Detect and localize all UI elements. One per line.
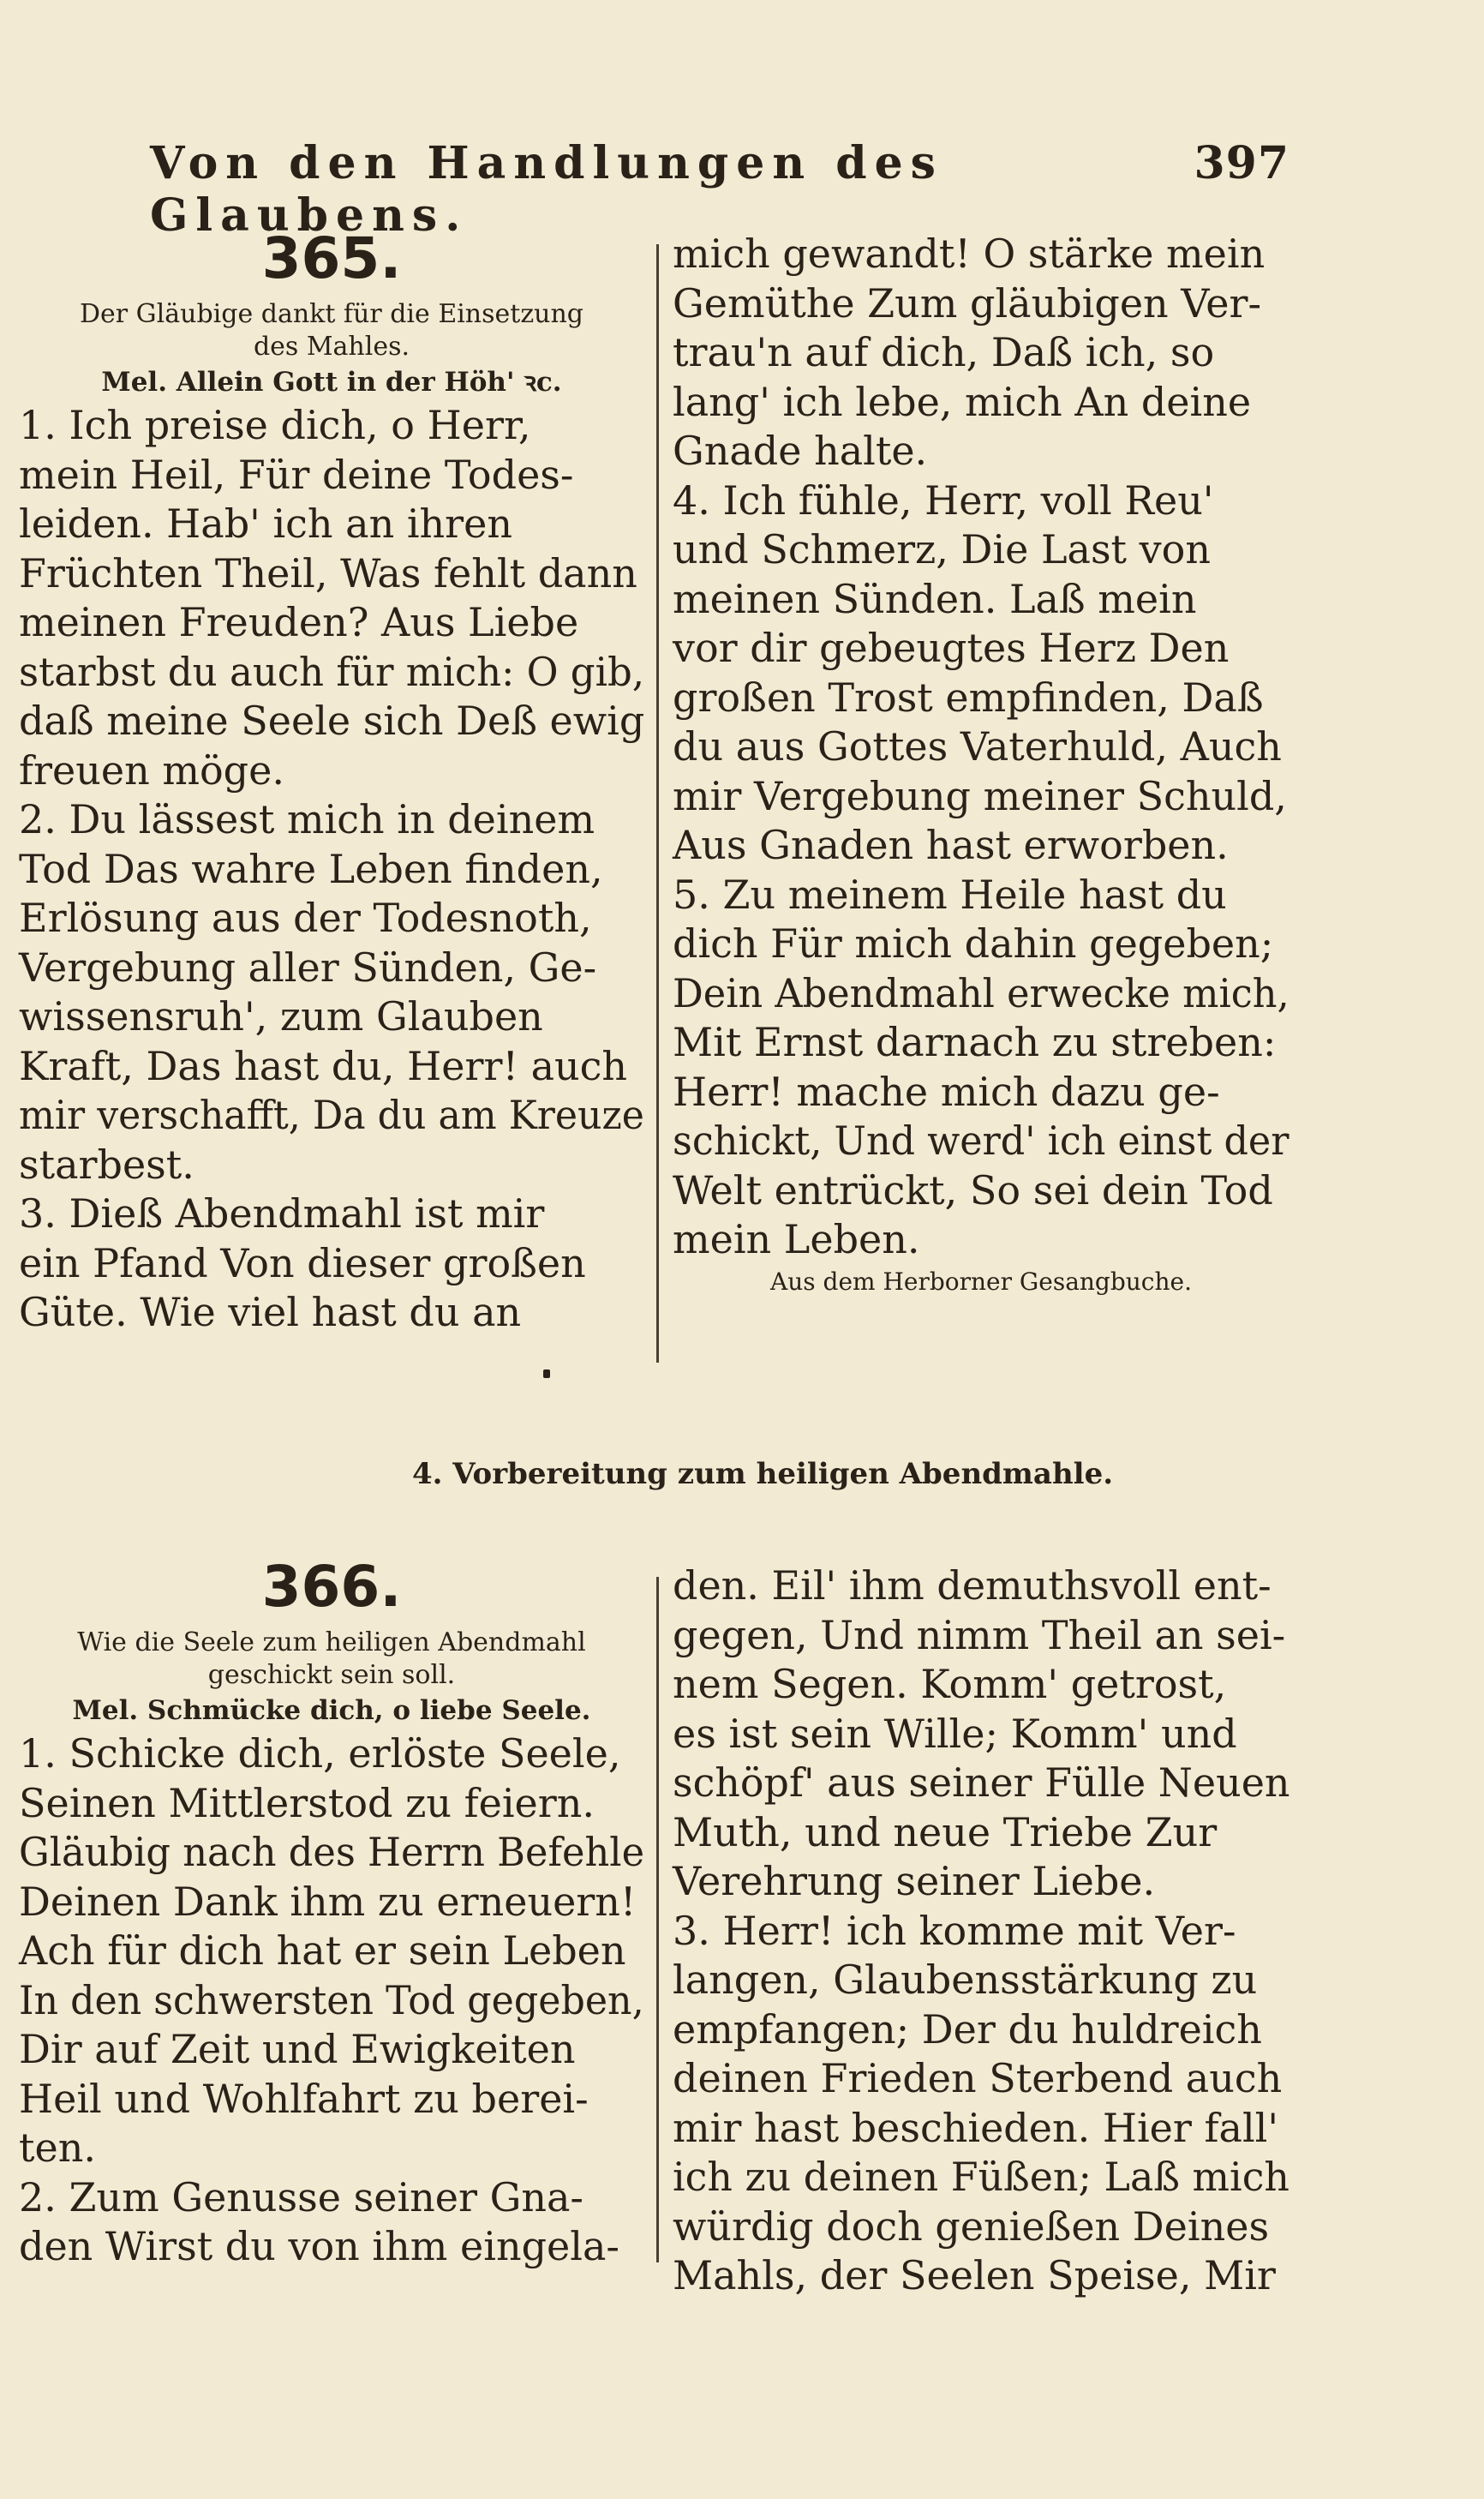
- hymn-number: 366.: [261, 1554, 402, 1620]
- verse-line: mir verschafft, Da du am Kreuze: [19, 1092, 644, 1138]
- verse-line: Mit Ernst darnach zu streben:: [673, 1019, 1277, 1065]
- verse-line: mir hast beschieden. Hier fall': [673, 2104, 1279, 2151]
- hymn-title-line: Der Gläubige dankt für die Einsetzung: [80, 299, 583, 329]
- verse-line: schickt, Und werd' ich einst der: [673, 1118, 1290, 1164]
- verse-line: lang' ich lebe, mich An deine: [673, 378, 1252, 425]
- verse-line: trau'n auf dich, Daß ich, so: [673, 329, 1215, 375]
- verse-lines: [19, 1729, 644, 2272]
- verse-line: gegen, Und nimm Theil an sei-: [673, 1611, 1286, 1658]
- verse-line: empfangen; Der du huldreich: [673, 2005, 1262, 2053]
- verse-line: daß meine Seele sich Deß ewig: [19, 698, 645, 744]
- verse-line: Herr! mache mich dazu ge-: [673, 1068, 1220, 1115]
- verse-line: deinen Frieden Sterbend auch: [673, 2055, 1283, 2101]
- verse-line: Gläubig nach des Herrn Befehle: [19, 1829, 645, 1875]
- verse-line: Dein Abendmahl erwecke mich,: [673, 969, 1290, 1016]
- source-note: Aus dem Herborner Gesangbuche.: [770, 1267, 1192, 1296]
- verse-line: Muth, und neue Triebe Zur: [673, 1808, 1218, 1855]
- hymn-365-left-column: [19, 225, 644, 1338]
- verse-line: Welt entrückt, So sei dein Tod: [673, 1166, 1273, 1214]
- verse-line: langen, Glaubensstärkung zu: [673, 1957, 1258, 2003]
- verse-line: 2. Du lässest mich in deinem: [19, 796, 595, 842]
- verse-line: großen Trost empfinden, Daß: [673, 674, 1264, 721]
- verse-line: Früchten Theil, Was fehlt dann: [19, 549, 637, 596]
- verse-line: 1. Schicke dich, erlöste Seele,: [19, 1730, 621, 1777]
- verse-line: Deinen Dank ihm zu erneuern!: [19, 1878, 637, 1925]
- verse-line: Dir auf Zeit und Ewigkeiten: [19, 2026, 576, 2072]
- verse-line: Kraft, Das hast du, Herr! auch: [19, 1042, 628, 1089]
- verse-line: mein Leben.: [673, 1216, 920, 1262]
- verse-line: Gnade halte.: [673, 428, 928, 474]
- verse-line: 3. Dieß Abendmahl ist mir: [19, 1190, 545, 1237]
- verse-line: mir Vergebung meiner Schuld,: [673, 772, 1287, 819]
- hymn-title-line: des Mahles.: [253, 332, 410, 362]
- verse-line: den. Eil' ihm demuthsvoll ent-: [673, 1562, 1272, 1609]
- verse-line: Verehrung seiner Liebe.: [673, 1858, 1156, 1904]
- verse-line: Heil und Wohlfahrt zu berei-: [19, 2075, 589, 2122]
- verse-line: In den schwersten Tod gegeben,: [19, 1976, 644, 2023]
- verse-line: Gemüthe Zum gläubigen Ver-: [673, 279, 1262, 327]
- verse-line: dich Für mich dahin gegeben;: [673, 920, 1274, 967]
- page-number: 397: [1194, 137, 1290, 189]
- running-title: Von den Handlungen des Glaubens.: [150, 137, 943, 242]
- verse-line: du aus Gottes Vaterhuld, Auch: [673, 723, 1282, 770]
- melody-line: Mel. Allein Gott in der Höh' ꝛc.: [101, 367, 562, 398]
- verse-line: Mahls, der Seelen Speise, Mir: [673, 2252, 1276, 2298]
- verse-line: mein Heil, Für deine Todes-: [19, 451, 574, 498]
- verse-line: 1. Ich preise dich, o Herr,: [19, 402, 531, 448]
- verse-lines: [673, 1561, 1290, 2301]
- verse-lines: [673, 230, 1290, 1265]
- column-divider: [656, 244, 659, 1363]
- hymn-title-line: geschickt sein soll.: [207, 1660, 456, 1690]
- verse-line: ein Pfand Von dieser großen: [19, 1239, 586, 1286]
- verse-line: starbst du auch für mich: O gib,: [19, 648, 645, 695]
- verse-line: es ist sein Wille; Komm' und: [673, 1710, 1237, 1757]
- verse-line: 2. Zum Genusse seiner Gna-: [19, 2173, 583, 2220]
- verse-line: Vergebung aller Sünden, Ge-: [19, 944, 597, 991]
- verse-line: meinen Sünden. Laß mein: [673, 575, 1197, 622]
- verse-line: mich gewandt! O stärke mein: [673, 231, 1266, 277]
- column-divider: [656, 1577, 659, 2262]
- verse-line: 5. Zu meinem Heile hast du: [673, 871, 1227, 918]
- verse-line: starbest.: [19, 1141, 194, 1188]
- hymn-366-right-column: [673, 1561, 1290, 2301]
- section-heading: 4. Vorbereitung zum heiligen Abendmahle.: [411, 1457, 1114, 1491]
- verse-line: ten.: [19, 2124, 96, 2171]
- verse-line: schöpf' aus seiner Fülle Neuen: [673, 1759, 1290, 1806]
- verse-line: vor dir gebeugtes Herz Den: [673, 625, 1230, 671]
- verse-line: und Schmerz, Die Last von: [673, 526, 1211, 572]
- verse-line: wissensruh', zum Glauben: [19, 993, 543, 1040]
- verse-line: 4. Ich fühle, Herr, voll Reu': [673, 476, 1214, 524]
- hymn-number: 365.: [261, 225, 402, 291]
- verse-line: Tod Das wahre Leben finden,: [19, 845, 603, 892]
- verse-line: leiden. Hab' ich an ihren: [19, 500, 513, 547]
- hymn-366-left-column: [19, 1553, 644, 2272]
- verse-line: nem Segen. Komm' getrost,: [673, 1661, 1227, 1707]
- verse-line: Seinen Mittlerstod zu feiern.: [19, 1779, 595, 1826]
- verse-lines: [19, 401, 644, 1338]
- verse-line: Güte. Wie viel hast du an: [19, 1289, 522, 1335]
- verse-line: meinen Freuden? Aus Liebe: [19, 599, 579, 645]
- verse-line: freuen möge.: [19, 746, 284, 794]
- ink-dot: [543, 1369, 550, 1378]
- verse-line: 3. Herr! ich komme mit Ver-: [673, 1907, 1236, 1954]
- hymn-title-line: Wie die Seele zum heiligen Abendmahl: [77, 1627, 586, 1657]
- verse-line: den Wirst du von ihm eingela-: [19, 2223, 619, 2269]
- verse-line: ich zu deinen Füßen; Laß mich: [673, 2154, 1290, 2200]
- verse-line: würdig doch genießen Deines: [673, 2202, 1270, 2250]
- hymn-365-right-column: [673, 230, 1290, 1299]
- verse-line: Erlösung aus der Todesnoth,: [19, 895, 592, 941]
- verse-line: Aus Gnaden hast erworben.: [673, 822, 1229, 868]
- melody-line: Mel. Schmücke dich, o liebe Seele.: [72, 1695, 591, 1726]
- verse-line: Ach für dich hat er sein Leben: [19, 1927, 626, 1974]
